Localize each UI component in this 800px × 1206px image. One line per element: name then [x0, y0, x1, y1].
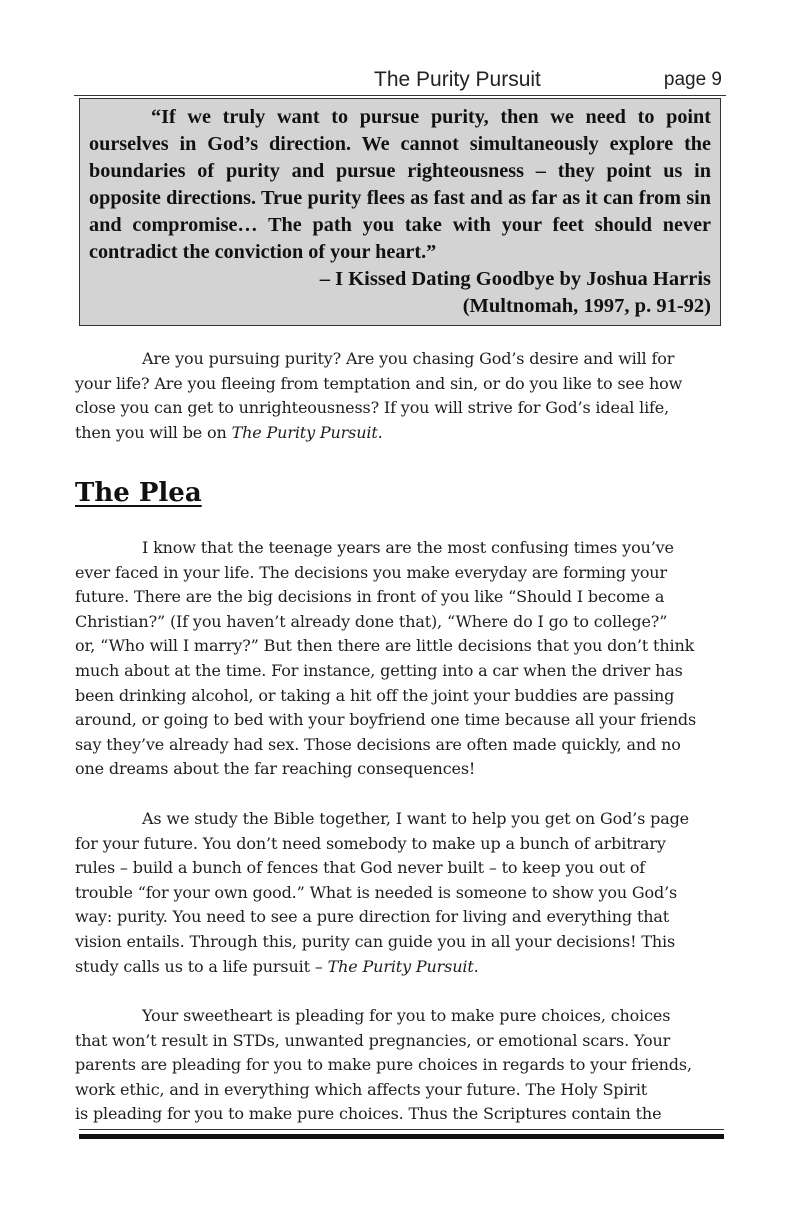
book-title-italic: The Purity Pursuit — [231, 422, 378, 442]
footer-rule — [79, 1134, 724, 1139]
paragraph-2: As we study the Bible together, I want to help you get on God’s page for your future. You don’t need somebody to make up a bunch of arbitrary rules – build a bunch of fences that God never built – to keep you out of trouble “for your own good.” What is needed is someone to show you God’s way: purity. You need to see a pure direction for living and everything that vision entails. Through this, purity can guide you in all your decisions! This study calls us to a life pursuit – The Purity Pursuit. — [75, 809, 690, 976]
page-header — [74, 66, 726, 94]
book-title-italic: The Purity Pursuit — [327, 956, 474, 976]
paragraph-3: Your sweetheart is pleading for you to make pure choices, choices that won’t result in STDs, unwanted pregnancies, or emotional scars. Your parents are pleading for you to make pure choices in regards to your friends, work ethic, and in everything which affects your future. The Holy Spirit is pleading for you to make pure choices. Thus the Scriptures contain the — [75, 1006, 692, 1124]
running-title: The Purity Pursuit — [374, 68, 541, 91]
paragraph-1: I know that the teenage years are the most confusing times you’ve ever faced in your life. The decisions you make everyday are forming your future. There are the big decisions in front of you like “Should I become a Christian?” (If you haven’t already done that), “Where do I go to college?” or, “Who will I marry?” But then there are little decisions that you don’t think much about at the time. For instance, getting into a car when the driver has been drinking alcohol, or taking a hit off the joint your buddies are passing around, or going to bed with your boyfriend one time because all your friends say they’ve already had sex. Those decisions are often made quickly, and no one dreams about the far reaching consequences! — [75, 538, 697, 779]
quote-attribution: – I Kissed Dating Goodbye by Joshua Harris — [319, 268, 711, 290]
footer-rule-thin — [79, 1129, 724, 1130]
section-heading: The Plea — [75, 478, 202, 508]
header-rule — [74, 95, 726, 96]
quote-text: “If we truly want to pursue purity, then we need to point ourselves in God’s direction. We cannot simultaneously explore the boundaries of purity and pursue righteousness – they point us in opposite directions. True purity flees as fast and as far as it can from sin and compromise… The path you take with your feet should never contradict the conviction of your heart.” — [89, 106, 712, 263]
intro-paragraph: Are you pursuing purity? Are you chasing God’s desire and will for your life? Are you fleeing from temptation and sin, or do you like to see how close you can get to unrighteousness? If you will strive for God’s ideal life, then you will be on The Purity Pursuit. — [75, 349, 683, 442]
page-number: page 9 — [663, 69, 722, 90]
quote-citation: (Multnomah, 1997, p. 91-92) — [462, 295, 711, 317]
quote-box — [79, 98, 721, 326]
